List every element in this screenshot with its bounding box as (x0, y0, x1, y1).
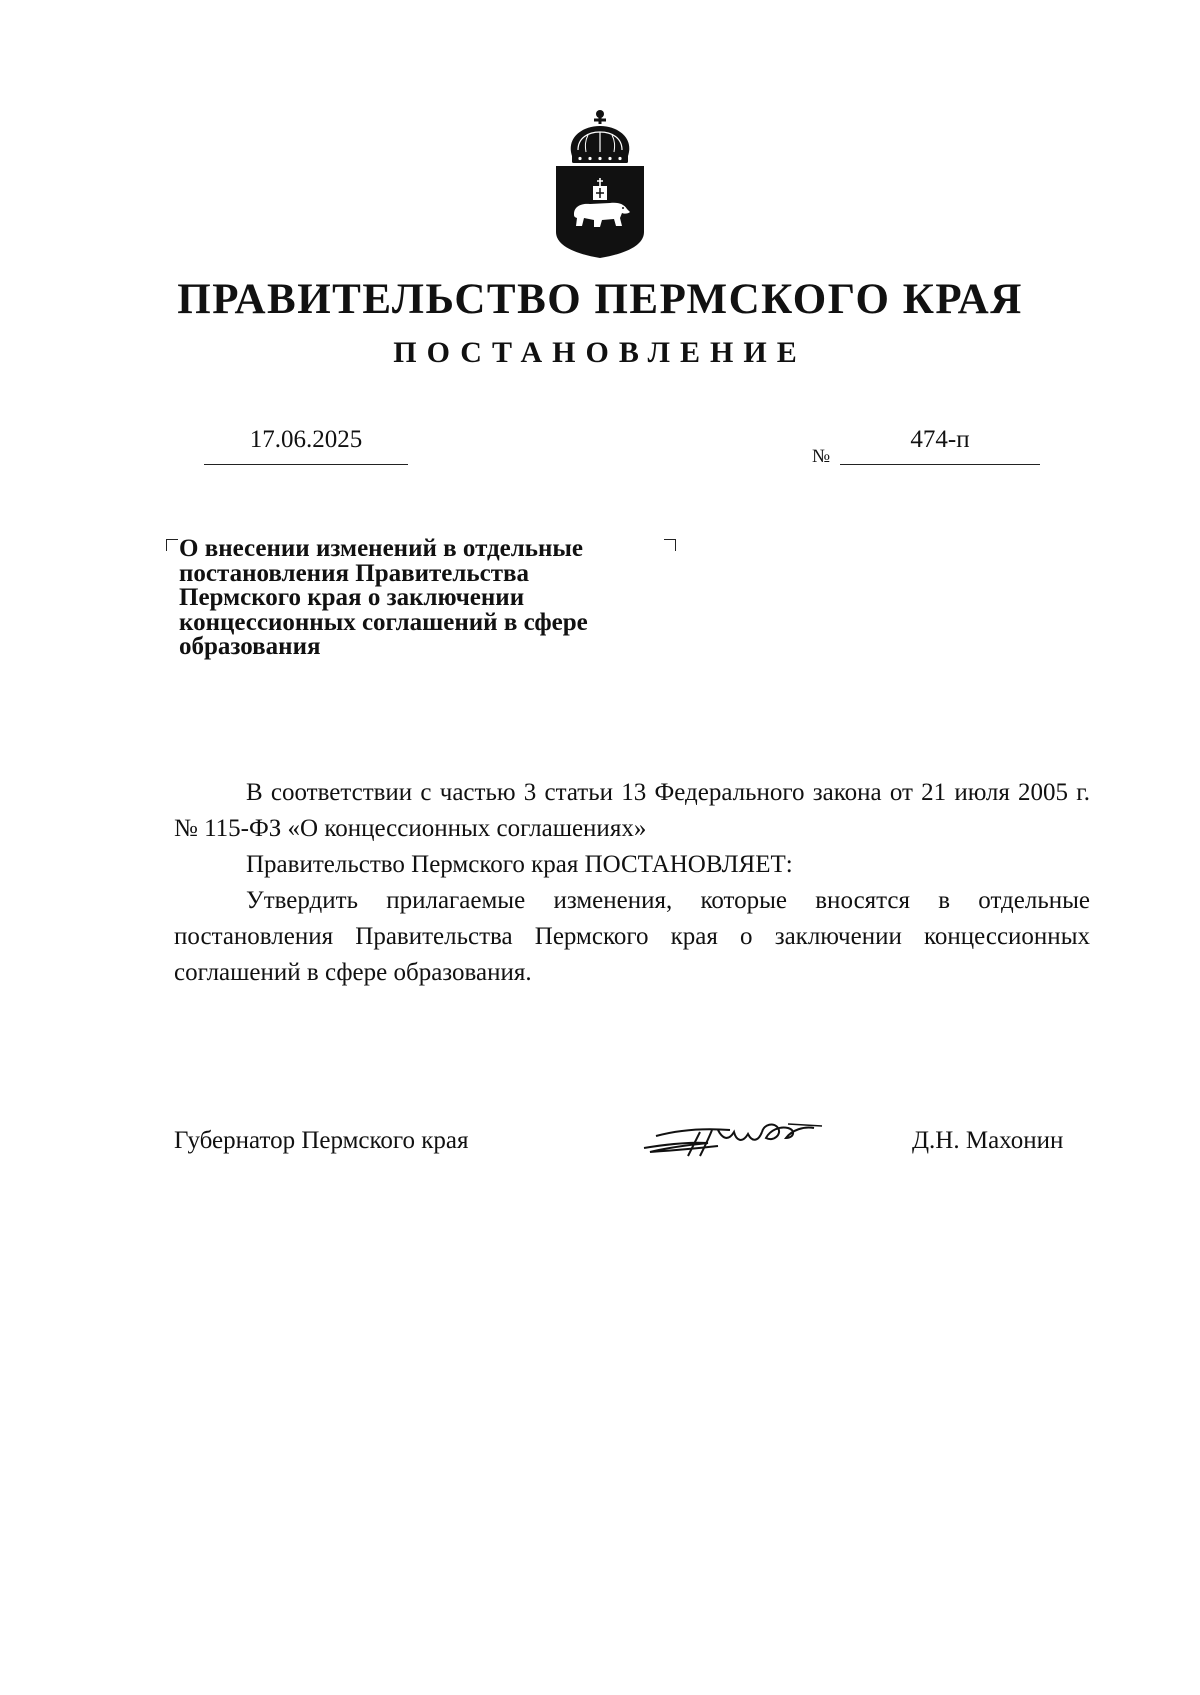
number-sign: № (812, 446, 831, 467)
subject-line: Пермского края о заключении (179, 584, 525, 611)
document-type-heading: ПОСТАНОВЛЕНИЕ (393, 336, 807, 369)
document-subject (179, 537, 679, 660)
document-body (174, 775, 1090, 991)
signatory-position: Губернатор Пермского края (174, 1127, 469, 1154)
subject-line: концессионных соглашений в сфере (179, 608, 588, 636)
document-number-line (840, 424, 1040, 465)
document-date: 17.06.2025 (249, 426, 363, 453)
document-date-field (204, 424, 408, 465)
body-paragraph-legal-basis: В соответствии с частью 3 статьи 13 Федерального закона от 21 июля 2005 г. № 115-ФЗ «О концессионных соглашениях» (174, 779, 1090, 842)
perm-krai-coat-of-arms-icon (552, 108, 648, 260)
organization-title: ПРАВИТЕЛЬСТВО ПЕРМСКОГО КРАЯ (177, 276, 1023, 323)
subject-line: постановления Правительства (179, 559, 529, 587)
body-paragraph-resolves: Правительство Пермского края ПОСТАНОВЛЯЕТ: (246, 851, 793, 878)
subject-corner-mark-left (166, 539, 178, 551)
subject-line: образования (179, 633, 321, 660)
handwritten-signature-icon (638, 1112, 824, 1160)
document-number: 474-п (910, 426, 970, 453)
document-number-field (812, 424, 1040, 467)
body-paragraph-decision: Утвердить прилагаемые изменения, которые вносятся в отдельные постановления Правительства Пермского края о заключении концессионных соглашений в сфере образования. (174, 887, 1090, 986)
subject-line: О внесении изменений в отдельные (179, 535, 584, 562)
signatory-name: Д.Н. Махонин (912, 1127, 1064, 1154)
